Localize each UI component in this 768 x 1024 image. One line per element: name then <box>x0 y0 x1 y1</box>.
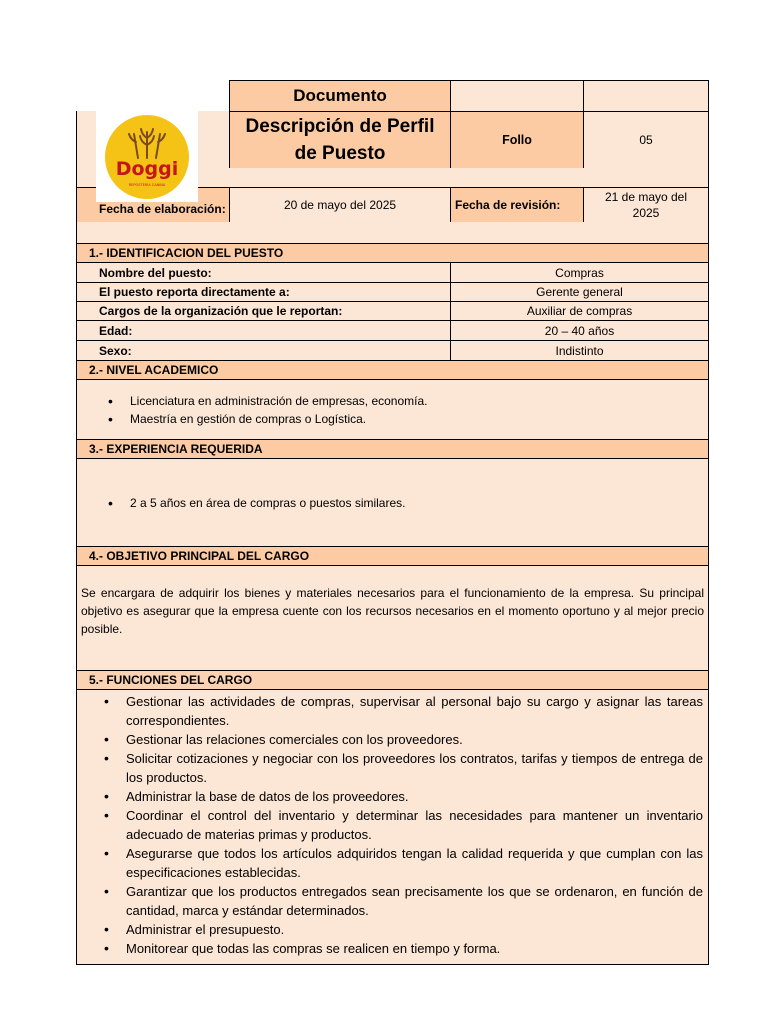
funcion-item: • Gestionar las relaciones comerciales con los proveedores. <box>126 730 703 749</box>
nombre-puesto-label: Nombre del puesto: <box>76 262 451 283</box>
doggi-logo-icon <box>96 110 198 202</box>
funcion-item: • Gestionar las actividades de compras, supervisar al personal bajo su cargo y asignar las tareas correspondientes. <box>126 692 703 730</box>
edad-label: Edad: <box>76 320 451 341</box>
funciones-body <box>76 689 709 965</box>
edad-value: 20 – 40 años <box>450 320 709 341</box>
logo-wordmark: Doggi <box>115 158 179 180</box>
academico-body <box>76 379 709 440</box>
section-funciones-title: 5.- FUNCIONES DEL CARGO <box>76 670 709 690</box>
fecha-revision-label: Fecha de revisión: <box>450 187 584 223</box>
folio-value: 05 <box>583 111 709 169</box>
funcion-item: • Monitorear que todas las compras se realicen en tiempo y forma. <box>126 939 703 958</box>
section-identificacion-title: 1.- IDENTIFICACION DEL PUESTO <box>76 243 709 263</box>
funcion-item: • Asegurarse que todos los artículos adquiridos tengan la calidad requerida y que cumplan con las especificaciones establecidas. <box>126 844 703 882</box>
funcion-item: • Coordinar el control del inventario y determinar las necesidades para mantener un inventario adecuado de materias primas y productos. <box>126 806 703 844</box>
folio-label: Follo <box>450 111 584 169</box>
header-blank-cell <box>450 80 584 112</box>
document-title: Descripción de Perfil de Puesto <box>229 111 451 169</box>
funcion-item: • Administrar la base de datos de los proveedores. <box>126 787 703 806</box>
reporta-a-label: El puesto reporta directamente a: <box>76 282 451 302</box>
cargos-reportan-label: Cargos de la organización que le reportan: <box>76 301 451 321</box>
fecha-revision-value: 21 de mayo del 2025 <box>583 187 709 223</box>
section-experiencia-title: 3.- EXPERIENCIA REQUERIDA <box>76 439 709 459</box>
logo-tagline: REPOSTERÍA CANINA <box>128 183 166 187</box>
funcion-item: • Solicitar cotizaciones y negociar con los proveedores los contratos, tarifas y tiempos de entrega de los productos. <box>126 749 703 787</box>
logo <box>96 110 198 202</box>
fecha-elaboracion-value: 20 de mayo del 2025 <box>229 187 451 223</box>
documento-label: Documento <box>229 80 451 112</box>
nombre-puesto-value: Compras <box>450 262 709 283</box>
funcion-item: • Administrar el presupuesto. <box>126 920 703 939</box>
header-blank-cell <box>583 80 709 112</box>
sexo-value: Indistinto <box>450 340 709 361</box>
section-academico-title: 2.- NIVEL ACADEMICO <box>76 360 709 380</box>
objetivo-text: Se encargara de adquirir los bienes y materiales necesarios para el funcionamiento de la empresa. Su principal objetivo es asegurar que la empresa cuente con los recursos necesarios en el momento oportuno y al mejor precio posible. <box>76 565 709 671</box>
spacer-row <box>76 222 709 244</box>
reporta-a-value: Gerente general <box>450 282 709 302</box>
section-objetivo-title: 4.- OBJETIVO PRINCIPAL DEL CARGO <box>76 546 709 566</box>
experiencia-item: • 2 a 5 años en área de compras o puestos similares. <box>130 494 698 512</box>
funcion-item: • Garantizar que los productos entregados sean precisamente los que se ordenaron, en función de cantidad, marca y estándar determinados. <box>126 882 703 920</box>
experiencia-body <box>76 458 709 547</box>
academico-item: • Licenciatura en administración de empresas, economía. <box>130 392 698 410</box>
academico-item: • Maestría en gestión de compras o Logística. <box>130 410 698 428</box>
fecha-elaboracion-label: Fecha de elaboración: <box>76 187 230 223</box>
cargos-reportan-value: Auxiliar de compras <box>450 301 709 321</box>
sexo-label: Sexo: <box>76 340 451 361</box>
